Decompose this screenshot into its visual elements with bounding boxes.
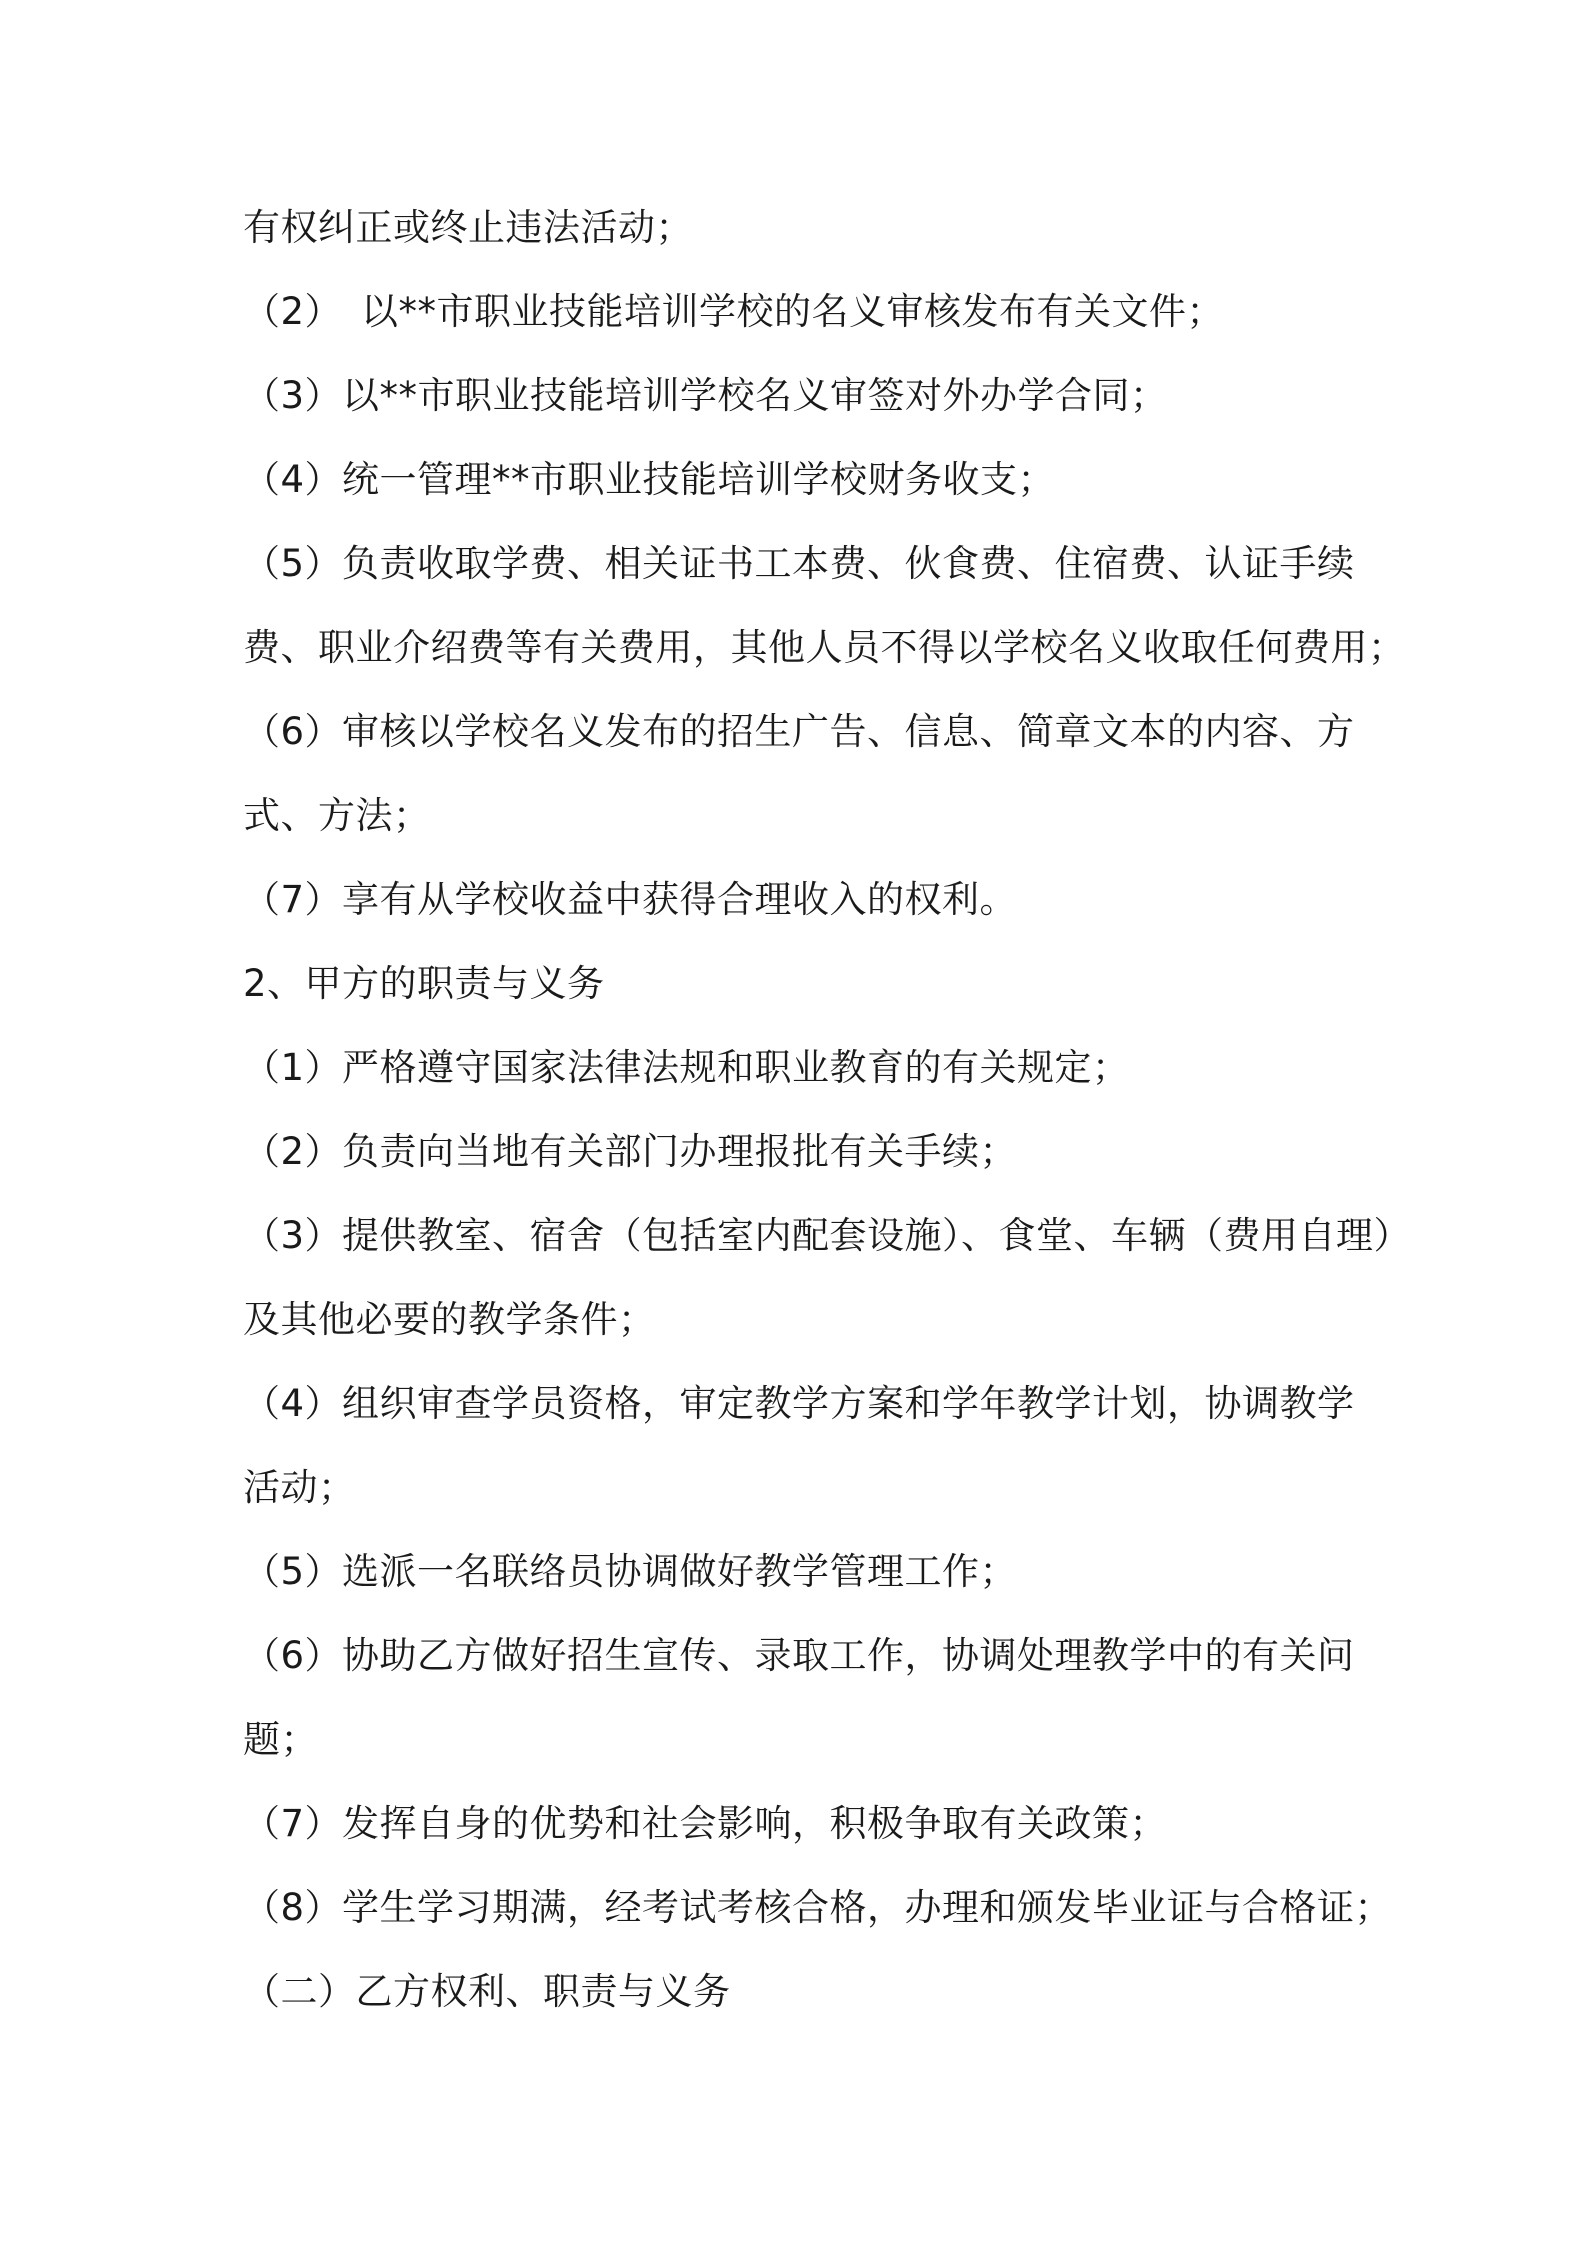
duty-item-6: （6）协助乙方做好招生宣传、录取工作，协调处理教学中的有关问 <box>243 1634 1355 1677</box>
list-item-4: （4）统一管理**市职业技能培训学校财务收支； <box>243 458 1056 501</box>
duty-item-7: （7）发挥自身的优势和社会影响，积极争取有关政策； <box>243 1802 1168 1845</box>
duty-item-4-continued: 活动； <box>243 1466 356 1509</box>
list-item-2: （2） 以**市职业技能培训学校的名义审核发布有关文件； <box>243 290 1225 333</box>
duty-item-8: （8）学生学习期满，经考试考核合格，办理和颁发毕业证与合格证； <box>243 1886 1393 1929</box>
duty-item-2: （2）负责向当地有关部门办理报批有关手续； <box>243 1130 1018 1173</box>
duty-item-3: （3）提供教室、宿舍（包括室内配套设施）、食堂、车辆（费用自理） <box>243 1214 1412 1257</box>
duty-item-4: （4）组织审查学员资格，审定教学方案和学年教学计划，协调教学 <box>243 1382 1355 1425</box>
duty-item-6-continued: 题； <box>243 1718 318 1761</box>
list-item-5-continued: 费、职业介绍费等有关费用，其他人员不得以学校名义收取任何费用； <box>243 626 1406 669</box>
duty-item-5: （5）选派一名联络员协调做好教学管理工作； <box>243 1550 1018 1593</box>
list-item-6: （6）审核以学校名义发布的招生广告、信息、简章文本的内容、方 <box>243 710 1355 753</box>
list-item-6-continued: 式、方法； <box>243 794 431 837</box>
list-item-7: （7）享有从学校收益中获得合理收入的权利。 <box>243 878 1018 921</box>
list-item-3: （3）以**市职业技能培训学校名义审签对外办学合同； <box>243 374 1168 417</box>
section-heading-party-a-duties: 2、甲方的职责与义务 <box>243 962 605 1005</box>
paragraph-line: 有权纠正或终止违法活动； <box>243 206 693 249</box>
list-item-5: （5）负责收取学费、相关证书工本费、伙食费、住宿费、认证手续 <box>243 542 1355 585</box>
duty-item-3-continued: 及其他必要的教学条件； <box>243 1298 656 1341</box>
section-heading-party-b: （二）乙方权利、职责与义务 <box>243 1970 731 2013</box>
duty-item-1: （1）严格遵守国家法律法规和职业教育的有关规定； <box>243 1046 1130 1089</box>
